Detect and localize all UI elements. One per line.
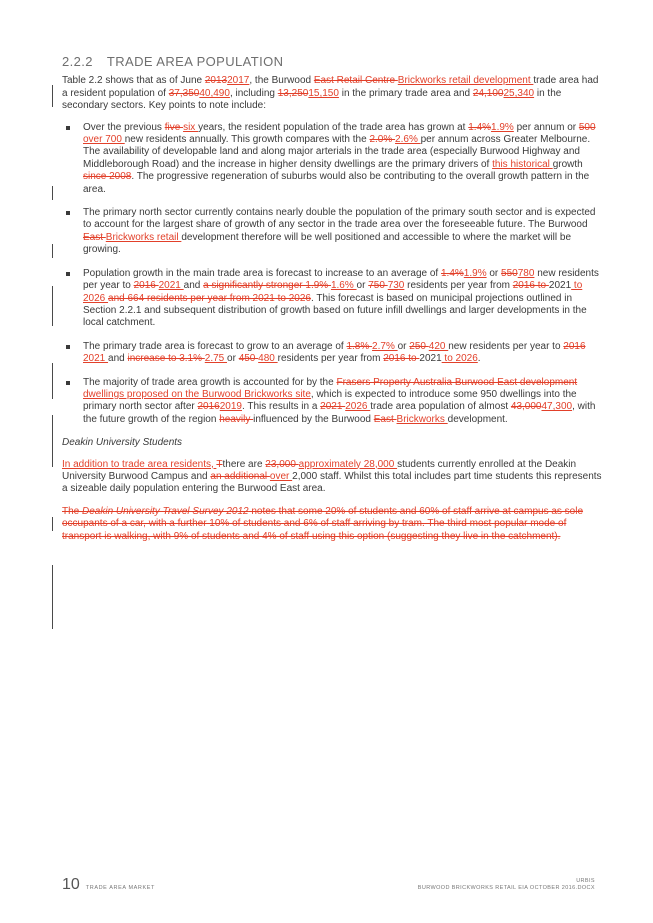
deleted-text: increase to 3.1%: [127, 353, 205, 365]
deleted-text: 24,100: [472, 87, 504, 99]
text-run: growth: [552, 158, 583, 170]
deleted-text: 43,000: [510, 401, 542, 413]
text-run: Over the previous: [83, 121, 165, 133]
inserted-text: Brickworks retail development: [397, 75, 534, 87]
inserted-text: to 2026: [441, 353, 478, 365]
intro-paragraph: [62, 75, 602, 112]
text-run: per annum or: [513, 121, 579, 133]
deleted-text: 2016: [133, 280, 159, 292]
footer-org: URBIS: [576, 878, 595, 884]
change-bar: [52, 85, 53, 107]
text-run: , including: [229, 87, 278, 99]
text-run: there are: [222, 458, 266, 470]
deleted-text: five: [164, 121, 184, 133]
section-number: 2.2.2: [62, 54, 93, 69]
text-run: , with the future growth of the region: [83, 401, 596, 425]
deleted-text: a significantly stronger 1.9%: [203, 280, 331, 292]
inserted-text: 2026: [345, 401, 371, 413]
text-run: residents per year from: [404, 280, 513, 292]
deleted-text: since 2008: [83, 171, 132, 183]
inserted-text: 1.9%: [491, 121, 514, 133]
section-title: TRADE AREA POPULATION: [106, 54, 284, 69]
text-run: development.: [447, 413, 508, 425]
page-number: 10: [62, 876, 80, 893]
deleted-text: 13,250: [277, 87, 309, 99]
deleted-text: notes that some 20% of students and 60% of staff arrive at campus as sole occupants of a car, with a further 10% of students and 6% of staff arriving by tram. The third most popular mode of transport is walking, with 9% of students and 4% of staff using this option (suggesting they live in the catchment).: [62, 505, 584, 542]
list-item: [62, 122, 602, 196]
change-bar: [52, 186, 53, 200]
change-bar: [52, 244, 53, 258]
text-run: or: [397, 340, 410, 352]
inserted-text: approximately 28,000: [298, 458, 398, 470]
deleted-text: East: [83, 231, 106, 243]
deleted-text: T: [216, 458, 223, 470]
text-run: in the secondary sectors. Key points to note include:: [62, 87, 562, 112]
text-run: new residents per year to: [448, 340, 564, 352]
text-run: in the primary trade area and: [338, 87, 473, 99]
inserted-text: dwellings proposed on the Burwood Brickworks site: [83, 388, 311, 400]
inserted-text: over: [269, 470, 293, 482]
deleted-text: Deakin University Travel Survey 2012: [82, 505, 249, 517]
text-run: per annum across Greater Melbourne. The availability of developable land and along major arterials in the trade area (especially Burwood Highway and Middleborough Road) and the increase in higher density dwellings are the primary drivers of: [83, 134, 591, 170]
inserted-text: to 2026: [83, 280, 583, 304]
inserted-text: 1.6%: [330, 280, 357, 292]
text-run: new residents annually. This growth compares with the: [124, 134, 370, 146]
inserted-text: 2017: [227, 75, 250, 87]
footer-section-title: TRADE AREA MARKET: [85, 885, 155, 891]
deleted-text: 23,000: [265, 458, 299, 470]
text-run: The majority of trade area growth is accounted for by the: [83, 376, 337, 388]
deleted-text: 2016 to: [383, 353, 420, 365]
inserted-text: 2019: [219, 401, 242, 413]
inserted-text: 2.75: [204, 353, 228, 365]
document-body: [62, 56, 602, 552]
footer-left: [62, 876, 155, 894]
deleted-text: 500: [578, 121, 596, 133]
deleted-text: 2021: [320, 401, 346, 413]
deleted-text: 450: [238, 353, 259, 365]
text-run: .: [477, 353, 481, 365]
text-run: 2,000 staff. Whilst this total includes part time students this represents a sizeable daily population entering the Burwood East area.: [62, 470, 602, 495]
deleted-text: 2013: [204, 75, 228, 87]
inserted-text: 780: [517, 267, 535, 279]
deleted-text: an additional: [210, 470, 270, 482]
footer-right: [418, 878, 595, 892]
inserted-text: 25,340: [503, 87, 535, 99]
subheading-deakin-students: Deakin University Students: [62, 437, 183, 449]
text-run: . The progressive regeneration of suburbs would also be contributing to the overall growth pattern in the area.: [83, 171, 590, 195]
list-item: [62, 341, 602, 366]
deleted-text: 250: [409, 340, 429, 352]
deleted-text: 750: [368, 280, 388, 292]
text-run: , which is expected to introduce some 950 dwellings into the primary north sector after: [83, 388, 577, 413]
students-paragraph: [62, 459, 602, 496]
deleted-text: and 664 residents per year from 2021 to 2026: [108, 292, 311, 304]
text-run: 2021: [548, 280, 572, 292]
deleted-text: The: [62, 505, 83, 517]
deleted-text: 1.8%: [346, 340, 373, 352]
text-run: new residents per year to: [83, 267, 599, 292]
inserted-text: 1.9%: [463, 267, 487, 279]
inserted-text: 420: [428, 340, 449, 352]
text-run: influenced by the Burwood: [253, 413, 374, 425]
text-run: and: [108, 353, 128, 365]
change-bar: [52, 415, 53, 467]
footer-doc-ref: BURWOOD BRICKWORKS RETAIL EIA OCTOBER 2016.DOCX: [417, 885, 595, 891]
deleted-text: East Retail Centre: [313, 75, 398, 87]
inserted-text: In addition to trade area residents,: [62, 458, 217, 470]
inserted-text: 15,150: [308, 87, 339, 99]
section-heading: [62, 56, 602, 68]
deleted-text: 37,350: [168, 87, 200, 99]
inserted-text: 2021: [83, 353, 109, 365]
change-bar: [52, 517, 53, 531]
inserted-text: 2021: [158, 280, 184, 292]
deleted-text: heavily: [219, 413, 254, 425]
deleted-text: East: [373, 413, 397, 425]
text-run: . This results in a: [241, 401, 321, 413]
deleted-text: 2016: [563, 340, 586, 352]
change-bar: [52, 286, 53, 326]
text-run: Table 2.2 shows that as of June: [62, 75, 205, 87]
text-run: . This forecast is based on municipal projections outlined in Section 2.2.1 and subsequent distribution of growth based on future infill dwellings and larger developments in the local catchment.: [83, 292, 587, 329]
inserted-text: 480: [258, 353, 278, 365]
inserted-text: over 700: [83, 134, 125, 146]
deleted-text: Frasers Property Australia Burwood East development: [336, 376, 578, 388]
text-run: residents per year from: [277, 353, 384, 365]
text-run: and: [183, 280, 204, 292]
change-bar: [52, 363, 53, 399]
change-bar: [52, 565, 53, 629]
list-item: [62, 207, 602, 257]
text-run: years, the resident population of the trade area has grown at: [198, 121, 469, 133]
text-run: trade area population of almost: [370, 401, 511, 413]
deleted-text: 550: [501, 267, 518, 279]
text-run: or: [227, 353, 239, 365]
survey-paragraph: [62, 506, 602, 543]
inserted-text: 47,300: [541, 401, 573, 413]
deleted-text: 2016 to: [512, 280, 549, 292]
deleted-text: 1.4%: [468, 121, 492, 133]
text-run: students currently enrolled at the Deakin University Burwood Campus and: [62, 458, 577, 482]
text-run: The primary north sector currently contains nearly double the population of the primary south sector and is expected to account for the largest share of growth of any sector in the trade area over the foreseeable future. The Burwood: [83, 207, 596, 231]
inserted-text: this historical: [492, 158, 553, 170]
deleted-text: 2.0%: [369, 134, 396, 146]
text-run: The primary trade area is forecast to grow to an average of: [83, 340, 347, 352]
deleted-text: 1.4%: [441, 267, 464, 279]
text-run: or: [356, 280, 369, 292]
inserted-text: 40,490: [199, 87, 230, 99]
inserted-text: 2.6%: [395, 134, 421, 146]
inserted-text: 2.7%: [372, 340, 398, 352]
text-run: or: [486, 267, 502, 279]
deleted-text: 2016: [197, 401, 220, 413]
inserted-text: Brickworks retail: [105, 231, 182, 243]
inserted-text: Brickworks: [396, 413, 448, 425]
text-run: development therefore will be well positioned and accessible to where the market will be growing.: [83, 231, 572, 256]
key-points-list: [62, 122, 602, 427]
inserted-text: 730: [387, 280, 405, 292]
list-item: [62, 377, 602, 427]
text-run: Population growth in the main trade area is forecast to increase to an average of: [83, 267, 441, 279]
text-run: , the Burwood: [249, 75, 314, 87]
inserted-text: six: [183, 121, 199, 133]
text-run: trade area had a resident population of: [62, 75, 599, 99]
list-item: [62, 268, 602, 330]
text-run: 2021: [419, 353, 442, 365]
